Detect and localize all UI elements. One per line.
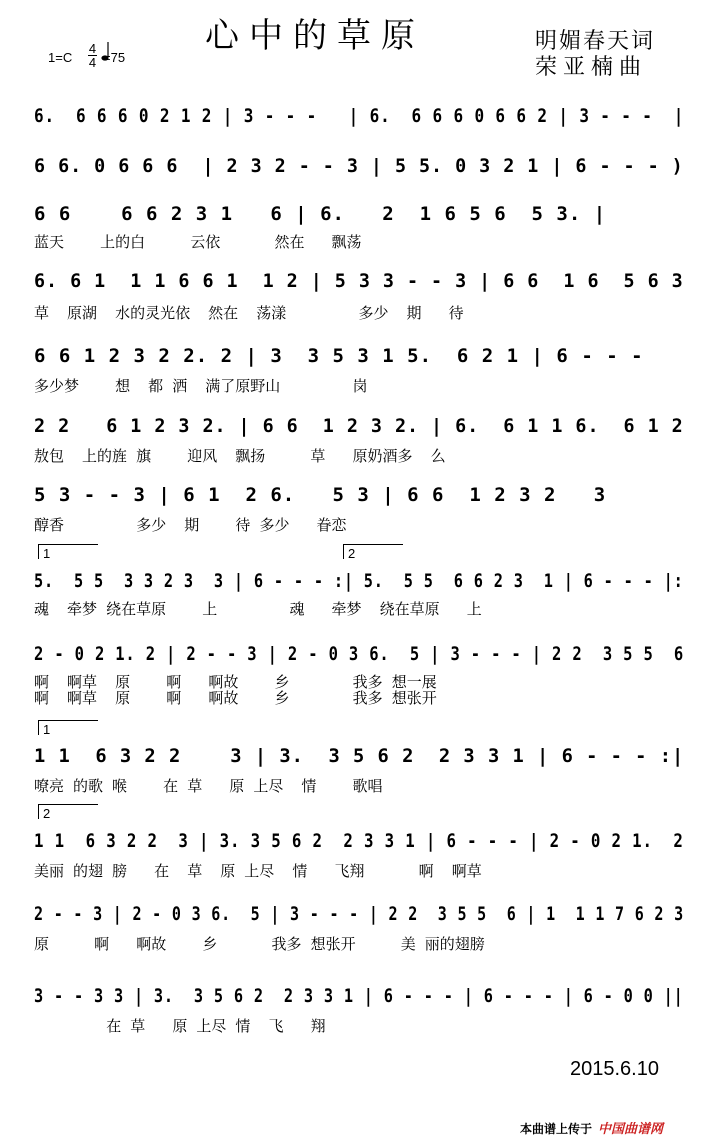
notation-line: 6 6 1 2 3 2 2. 2 | 3 3 5 3 1 5. 6 2 1 | 6 - - - bbox=[34, 345, 644, 367]
lyric-line-second: 啊 啊草 原 啊 啊故 乡 我多 想张开 bbox=[34, 689, 437, 707]
lyric-line: 在 草 原 上尽 情 飞 翔 bbox=[34, 1017, 326, 1035]
composer-credit: 荣亚楠曲 bbox=[535, 55, 648, 80]
notation-line: 6. 6 1 1 1 6 6 1 1 2 | 5 3 3 - - 3 | 6 6 1 6 5 6 3 bbox=[34, 270, 684, 292]
notation-line: 2 - - 3 | 2 - 0 3 6. 5 | 3 - - - | 2 2 3 5 5 6 | 1 1 1 7 6 2 3 bbox=[34, 903, 684, 925]
notation-line: 1 1 6 3 2 2 3 | 3. 3 5 6 2 2 3 3 1 | 6 - - - :| bbox=[34, 745, 685, 767]
notation-line: 2 - 0 2 1. 2 | 2 - - 3 | 2 - 0 3 6. 5 | 3 - - - | 2 2 3 5 5 6 bbox=[34, 643, 685, 665]
notation-line: 5 3 - - 3 | 6 1 2 6. 5 3 | 6 6 1 2 3 2 3 bbox=[34, 484, 607, 506]
lyric-line: 醇香 多少 期 待 多少 眷恋 bbox=[34, 516, 347, 534]
lyric-line: 多少梦 想 都 洒 满了原野山 岗 bbox=[34, 377, 368, 395]
site-logo-text: 中国曲谱网 bbox=[598, 1122, 664, 1137]
notation-line: 1 1 6 3 2 2 3 | 3. 3 5 6 2 2 3 3 1 | 6 - - - | 2 - 0 2 1. 2 bbox=[34, 830, 684, 852]
notation-line: 6 6. 0 6 6 6 | 2 3 2 - - 3 | 5 5. 0 3 2 1 | 6 - - - ) bbox=[34, 155, 684, 177]
volta-bracket: 1 bbox=[38, 720, 98, 735]
notation-line: 2 2 6 1 2 3 2. | 6 6 1 2 3 2. | 6. 6 1 1 6. 6 1 2 bbox=[34, 415, 684, 437]
time-signature bbox=[88, 42, 97, 69]
volta-bracket: 2 bbox=[38, 804, 98, 819]
lyricist-credit: 明媚春天词 bbox=[535, 29, 656, 54]
notation-line: 5. 5 5 3 3 2 3 3 | 6 - - - :| 5. 5 5 6 6 2 3 1 | 6 - - - |: bbox=[34, 570, 684, 592]
upload-source-text: 本曲谱上传于 bbox=[520, 1122, 593, 1136]
lyric-line: 嘹亮 的歌 喉 在 草 原 上尽 情 歌唱 bbox=[34, 777, 383, 795]
notation-line: 6 6 6 6 2 3 1 6 | 6. 2 1 6 5 6 5 3. | bbox=[34, 203, 607, 225]
song-title: 心中的草原 bbox=[205, 16, 425, 56]
tempo-marking: =75 bbox=[103, 50, 126, 65]
lyric-line: 蓝天 上的白 云依 然在 飘荡 bbox=[34, 233, 362, 251]
time-signature-top: 4 bbox=[88, 41, 97, 56]
site-logo[interactable] bbox=[598, 1118, 663, 1137]
lyric-line: 魂 牵梦 绕在草原 上 魂 牵梦 绕在草原 上 bbox=[34, 600, 482, 618]
time-signature-bottom: 4 bbox=[88, 55, 97, 70]
lyric-line: 原 啊 啊故 乡 我多 想张开 美 丽的翅膀 bbox=[34, 935, 485, 953]
volta-bracket: 1 bbox=[38, 544, 98, 559]
date-stamp: 2015.6.10 bbox=[570, 1058, 659, 1080]
lyric-line: 美丽 的翅 膀 在 草 原 上尽 情 飞翔 啊 啊草 bbox=[34, 862, 482, 880]
lyric-line: 草 原湖 水的灵光依 然在 荡漾 多少 期 待 bbox=[34, 304, 464, 322]
notation-line: 6. 6 6 6 0 2 1 2 | 3 - - - | 6. 6 6 6 0 6 6 2 | 3 - - - | bbox=[34, 105, 685, 127]
lyric-line: 敖包 上的旌 旗 迎风 飘扬 草 原奶酒多 么 bbox=[34, 447, 446, 465]
lyric-line: 啊 啊草 原 啊 啊故 乡 我多 想一展 bbox=[34, 673, 437, 691]
key-signature: 1=C bbox=[48, 50, 73, 65]
notation-line: 3 - - 3 3 | 3. 3 5 6 2 2 3 3 1 | 6 - - - | 6 - - - | 6 - 0 0 || bbox=[34, 985, 684, 1007]
volta-bracket: 2 bbox=[343, 544, 403, 559]
